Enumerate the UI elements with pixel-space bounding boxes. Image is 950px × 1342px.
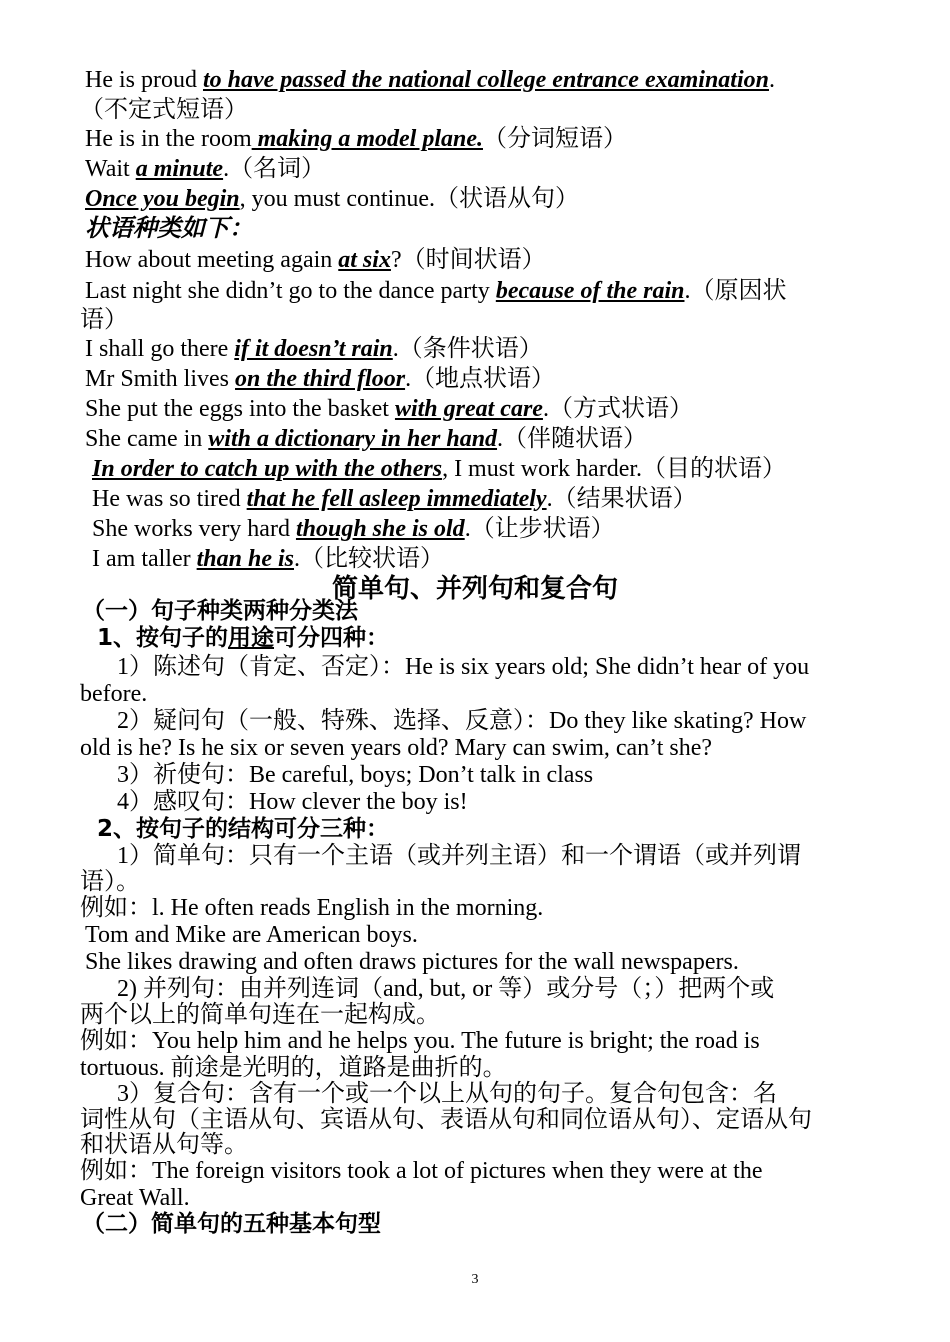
body-line: 两个以上的简单句连在一起构成。 [80, 1002, 440, 1028]
subsection-heading: （一）句子种类两种分类法 [82, 598, 358, 624]
emphasized-phrase: a minute [135, 156, 224, 182]
plain-text: I am taller [92, 546, 197, 572]
adverbial-example [85, 246, 546, 274]
example-line [85, 155, 325, 183]
underlined-keyword: 用途 [228, 625, 275, 651]
plain-text: He was so tired [92, 486, 247, 512]
plain-text: She came in [85, 426, 209, 452]
plain-text: I shall go there [85, 336, 235, 362]
emphasized-phrase: if it doesn’t rain [234, 336, 393, 362]
note-text: （地点状语） [411, 366, 556, 392]
adverbial-example [85, 395, 693, 423]
plain-text: . [223, 156, 230, 182]
plain-text: . [405, 366, 412, 392]
body-line: 4）感叹句：How clever the boy is! [117, 789, 468, 815]
plain-text: . [497, 426, 504, 452]
note-text: （状语从句） [434, 186, 579, 212]
emphasized-phrase: at six [338, 247, 391, 273]
adverbial-example [92, 455, 786, 483]
plain-text: He is proud [85, 67, 203, 93]
category-heading [97, 624, 389, 652]
heading-text: 可分四种： [274, 625, 390, 651]
emphasized-phrase: that he fell asleep immediately [246, 486, 547, 512]
note-text: （比较状语） [300, 546, 444, 572]
example-note-line [80, 96, 248, 124]
emphasized-phrase: though she is old [295, 516, 465, 542]
note-text: （名词） [229, 156, 326, 182]
section-title: 简单句、并列句和复合句 [331, 574, 618, 604]
body-line: 例如：You help him and he helps you. The future is bright; the road is [80, 1028, 760, 1054]
body-line: She likes drawing and often draws pictures for the wall newspapers. [85, 949, 739, 975]
note-text: （目的状语） [642, 456, 787, 482]
plain-text: Wait [85, 156, 136, 182]
subsection-heading: （二）简单句的五种基本句型 [82, 1211, 381, 1237]
note-text: （原因状 [690, 278, 787, 304]
plain-text: He is in the room [85, 126, 252, 152]
emphasized-phrase: than he is [196, 546, 294, 572]
body-line: old is he? Is he six or seven years old? Mary can swim, can’t she? [80, 735, 713, 761]
emphasized-phrase: making a model plane. [251, 126, 483, 152]
body-line: 例如：The foreign visitors took a lot of pictures when they were at the [80, 1158, 763, 1184]
body-line: before. [80, 681, 148, 707]
adverbial-heading: 状语种类如下： [85, 216, 253, 242]
page-number: 3 [471, 1272, 479, 1287]
plain-text: She works very hard [92, 516, 296, 542]
emphasized-phrase: because of the rain [495, 278, 685, 304]
body-line: 3）复合句：含有一个或一个以上从句的句子。复合句包含：名 [117, 1081, 777, 1107]
body-line: tortuous. 前途是光明的，道路是曲折的。 [80, 1055, 507, 1081]
example-line [85, 185, 579, 213]
plain-text: ? [390, 247, 402, 273]
emphasized-phrase: In order to catch up with the others [92, 456, 443, 482]
plain-text: , you must continue. [239, 186, 435, 212]
body-line: 词性从句（主语从句、宾语从句、表语从句和同位语从句）、定语从句 [80, 1107, 812, 1133]
body-line: 2）疑问句（一般、特殊、选择、反意）：Do they like skating? How [117, 708, 807, 734]
body-line: 1）陈述句（肯定、否定）：He is six years old; She didn’t hear of you [117, 654, 810, 680]
adverbial-example [85, 365, 555, 393]
note-text: （不定式短语） [80, 97, 248, 123]
plain-text: She put the eggs into the basket [85, 396, 395, 422]
emphasized-phrase: on the third floor [235, 366, 406, 392]
note-text: 语） [80, 307, 128, 333]
plain-text: . [684, 278, 691, 304]
plain-text: . [542, 396, 549, 422]
adverbial-example [92, 515, 615, 543]
body-line: Great Wall. [80, 1185, 190, 1211]
body-line: 3）祈使句：Be careful, boys; Don’t talk in class [117, 762, 594, 788]
body-line: 例如：l. He often reads English in the morning. [80, 895, 544, 921]
adverbial-example [85, 335, 543, 363]
emphasized-phrase: to have passed the national college entrance examination [202, 67, 769, 93]
note-text: （结果状语） [552, 486, 697, 512]
adverbial-example-wrap [80, 306, 128, 334]
emphasized-phrase: with great care [394, 396, 543, 422]
plain-text: . [464, 516, 471, 542]
body-line: 和状语从句等。 [80, 1132, 248, 1158]
note-text: （条件状语） [398, 336, 543, 362]
body-line: 语）。 [80, 869, 140, 895]
plain-text: Mr Smith lives [85, 366, 236, 392]
plain-text: Last night she didn’t go to the dance party [85, 278, 496, 304]
plain-text: . [392, 336, 399, 362]
heading-text: 1、按句子的 [97, 625, 229, 651]
plain-text: . [294, 546, 300, 572]
example-line [85, 125, 627, 153]
body-line: 1）简单句：只有一个主语（或并列主语）和一个谓语（或并列谓 [117, 843, 801, 869]
adverbial-example [85, 277, 786, 305]
emphasized-phrase: with a dictionary in her hand [208, 426, 498, 452]
plain-text: , I must work harder. [442, 456, 643, 482]
note-text: （时间状语） [401, 247, 546, 273]
category-heading: 2、按句子的结构可分三种： [97, 816, 390, 842]
note-text: （让步状语） [470, 516, 615, 542]
adverbial-example [85, 425, 647, 453]
plain-text: How about meeting again [85, 247, 339, 273]
adverbial-example [92, 485, 697, 513]
note-text: （伴随状语） [503, 426, 648, 452]
note-text: （方式状语） [548, 396, 693, 422]
body-line: Tom and Mike are American boys. [85, 922, 418, 948]
example-line [85, 66, 775, 94]
plain-text: . [546, 486, 553, 512]
plain-text: . [768, 67, 775, 93]
note-text: （分词短语） [482, 126, 627, 152]
body-line: 2) 并列句：由并列连词（and, but, or 等）或分号（；）把两个或 [117, 976, 775, 1002]
emphasized-phrase: Once you begin [85, 186, 240, 212]
